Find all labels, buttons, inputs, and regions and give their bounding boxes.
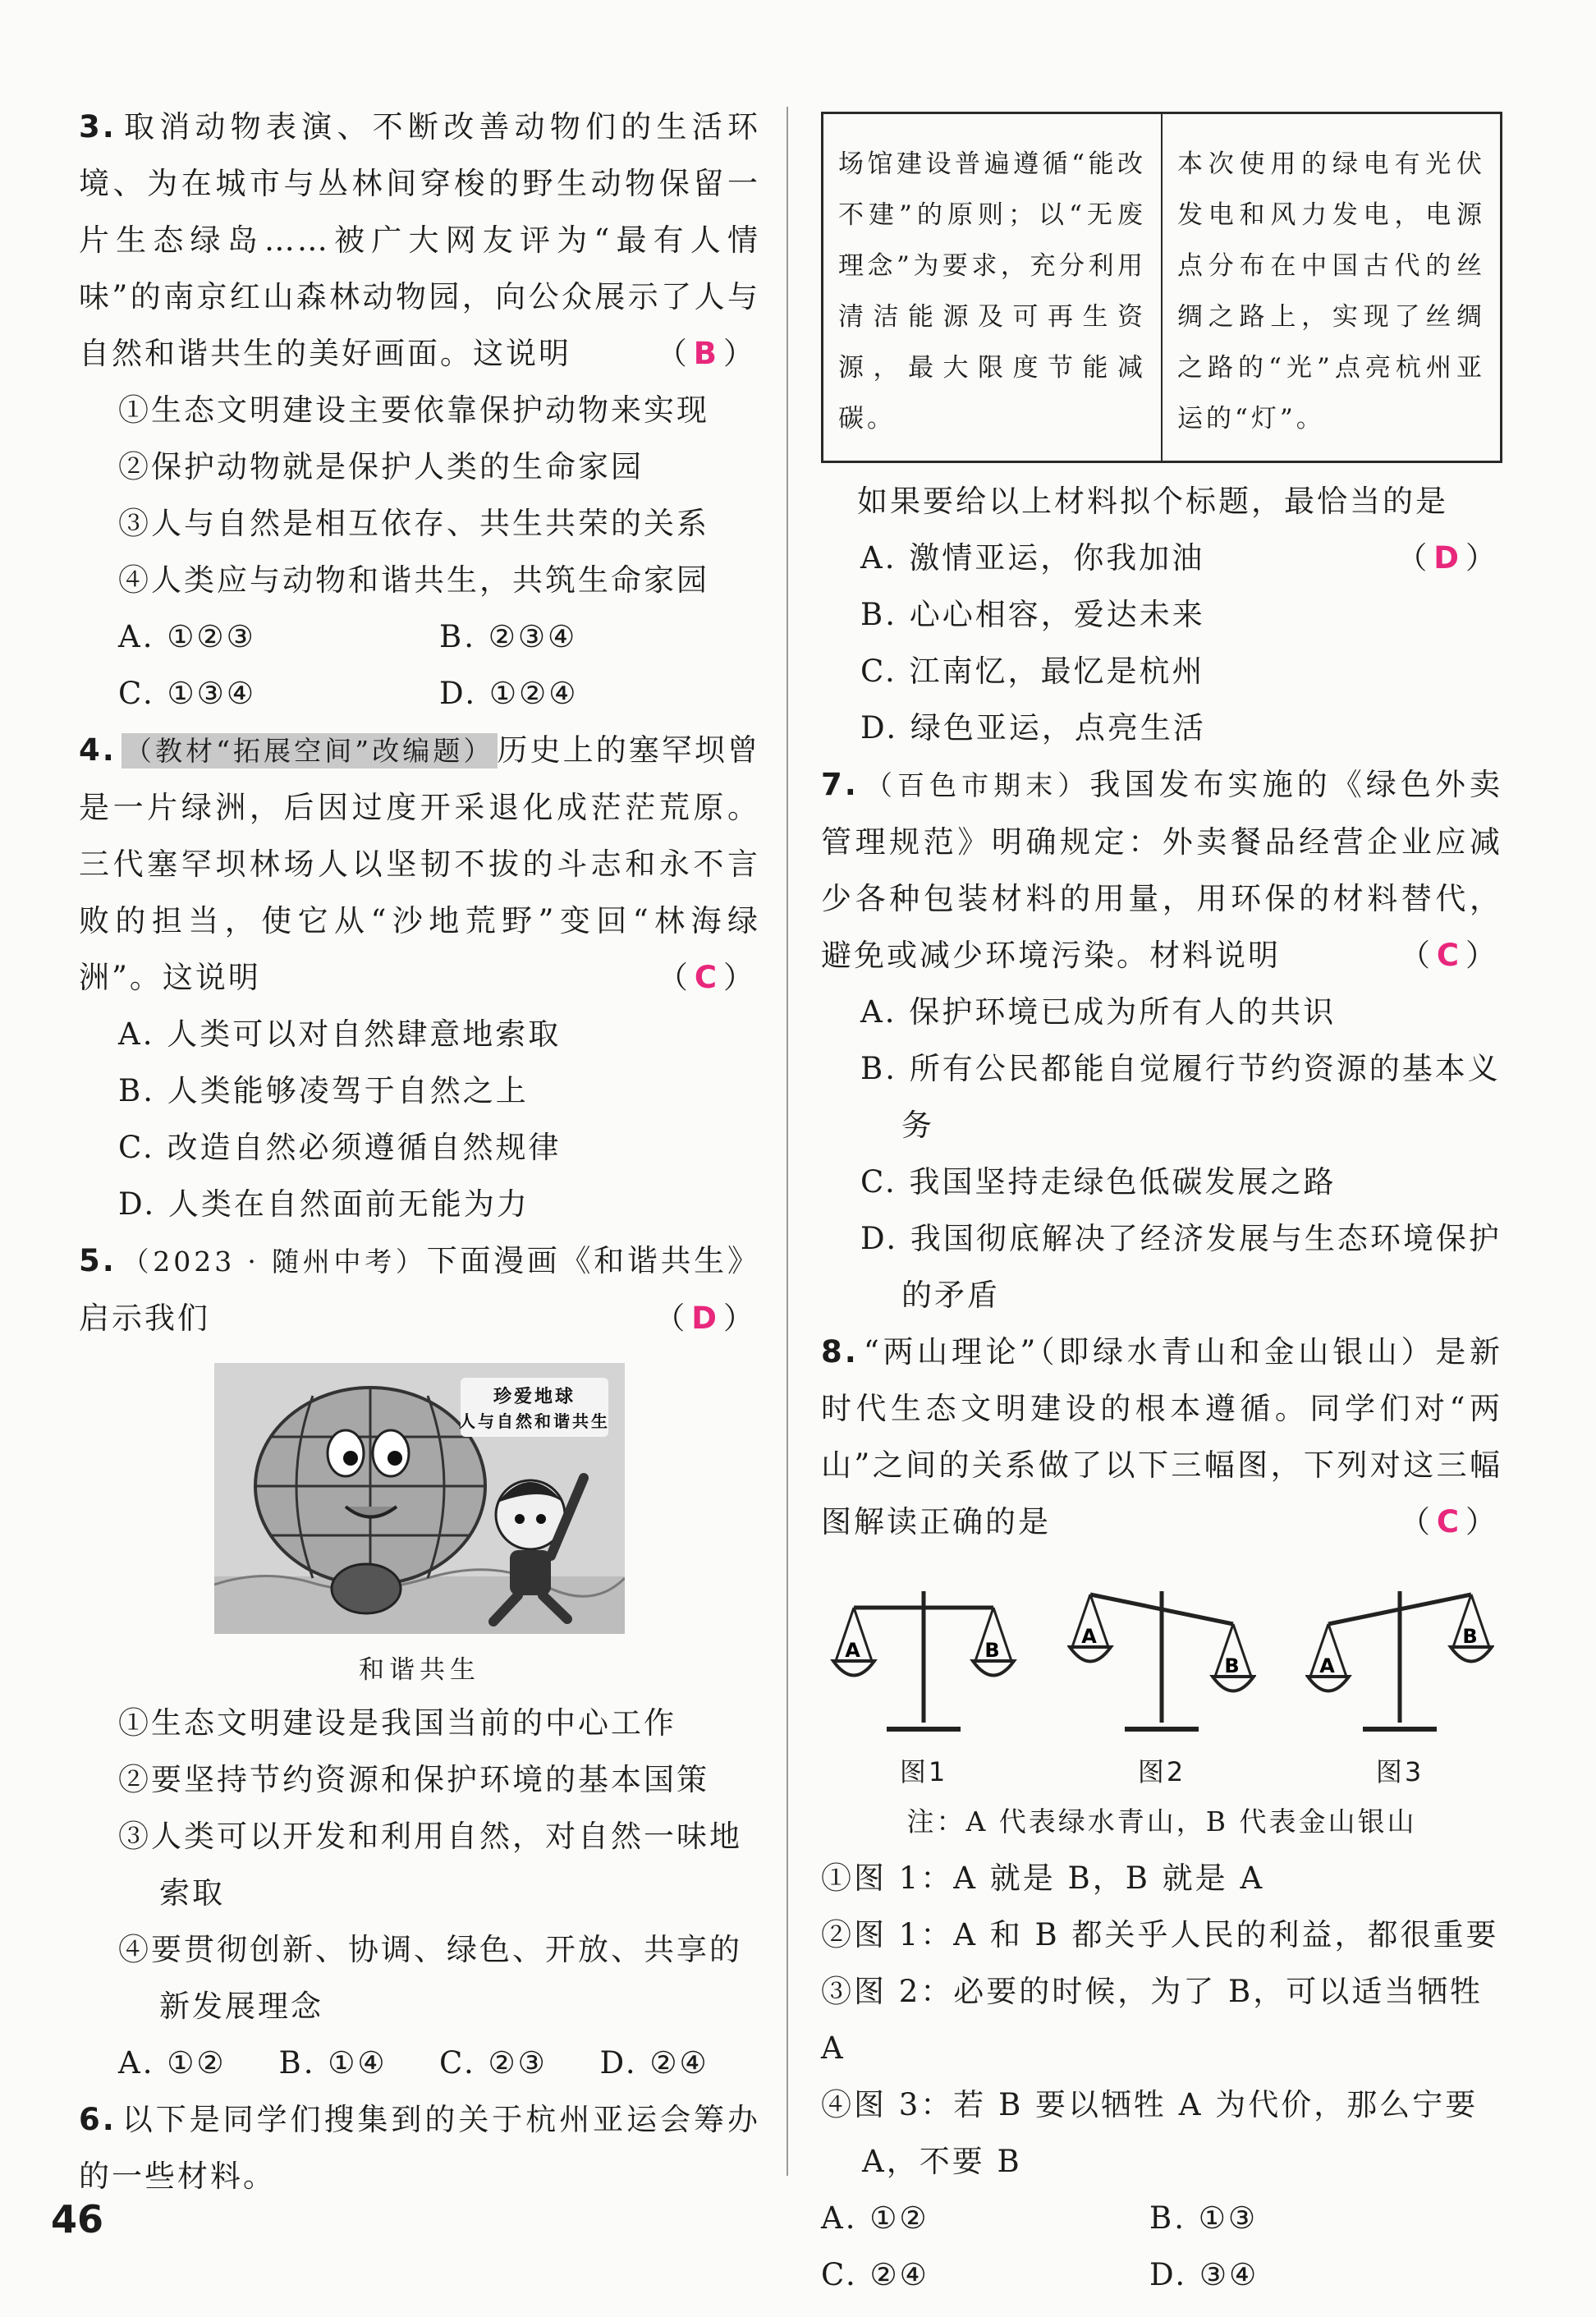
right-column xyxy=(821,112,1502,2303)
question-6-continued xyxy=(821,473,1502,756)
page-number: 46 xyxy=(51,2197,104,2241)
option-c: C. ②④ xyxy=(821,2257,929,2292)
option-row xyxy=(79,2035,760,2091)
answer-bracket: （C） xyxy=(1399,1504,1502,1539)
question-number: 6. xyxy=(79,2102,117,2137)
question-number: 8. xyxy=(821,1334,859,1370)
option-d: D. 人类在自然面前无能为力 xyxy=(118,1186,530,1222)
answer-bracket: （D） xyxy=(654,1301,760,1336)
answer-bracket: （C） xyxy=(1399,938,1502,973)
answer-bracket: （D） xyxy=(1396,540,1502,576)
question-number: 3. xyxy=(79,109,117,145)
question-6 xyxy=(79,2091,760,2205)
figure-label: 图1 xyxy=(899,1756,948,1787)
statement-item: ④要贯彻创新、协调、绿色、开放、共享的新发展理念 xyxy=(118,1932,742,2024)
material-left: 场馆建设普遍遵循“能改不建”的原则；以“无废理念”为要求，充分利用清洁能源及可再生资源，最大限度节能减碳。 xyxy=(838,149,1146,434)
option-b: B. 心心相容，爱达未来 xyxy=(860,597,1205,632)
question-stem xyxy=(821,756,1502,984)
statement-item: ①生态文明建设主要依靠保护动物来实现 xyxy=(118,392,709,428)
option-c: C. ②③ xyxy=(439,2045,548,2081)
statement-item: ②图 1：A 和 B 都关乎人民的利益，都很重要 xyxy=(821,1917,1499,1952)
question-stem xyxy=(79,722,760,1006)
question-3 xyxy=(79,99,760,722)
balance-figures xyxy=(821,1583,1502,1788)
option-d: D. 我国彻底解决了经济发展与生态环境保护的矛盾 xyxy=(860,1221,1502,1313)
question-number: 7. xyxy=(821,767,859,802)
answer-value: C xyxy=(694,960,723,995)
option-row xyxy=(821,2246,1502,2303)
question-4 xyxy=(79,722,760,1232)
option-b: B. 所有公民都能自觉履行节约资源的基本义务 xyxy=(860,1051,1501,1143)
balance-scale-icon xyxy=(1067,1583,1256,1739)
option-row xyxy=(79,665,760,722)
answer-bracket: （C） xyxy=(657,960,760,995)
question-stem xyxy=(79,99,760,382)
statement-item: ③人类可以开发和利用自然，对自然一味地索取 xyxy=(118,1819,742,1911)
cartoon-text-1: 珍爱地球 xyxy=(493,1387,576,1407)
pan-b-label: B xyxy=(984,1639,1002,1662)
option-b: B. ②③④ xyxy=(439,619,578,654)
question-number: 4. xyxy=(79,732,117,768)
option-a: A. ①②③ xyxy=(118,619,256,654)
option-d: D. ①②④ xyxy=(439,676,579,711)
left-column xyxy=(79,99,760,2205)
option-c: C. 改造自然必须遵循自然规律 xyxy=(118,1130,562,1165)
question-stem xyxy=(79,2091,760,2205)
material-right: 本次使用的绿电有光伏发电和风力发电，电源点分布在中国古代的丝绸之路上，实现了丝绸之路的“光”点亮杭州亚运的“灯”。 xyxy=(1161,114,1500,461)
option-c: C. 我国坚持走绿色低碳发展之路 xyxy=(860,1164,1337,1200)
balance-figure-3 xyxy=(1305,1583,1494,1788)
pan-a-label: A xyxy=(845,1639,863,1662)
question-stem xyxy=(821,1324,1502,1550)
answer-value: C xyxy=(1436,1504,1465,1539)
statement-item: ①图 1：A 就是 B，B 就是 A xyxy=(821,1860,1265,1896)
stem-text: “两山理论”（即绿水青山和金山银山）是新时代生态文明建设的根本遵循。同学们对“两山”之间的关系做了以下三幅图，下列对这三幅图解读正确的是 xyxy=(821,1334,1502,1539)
option-a: A. 人类可以对自然肆意地索取 xyxy=(118,1016,562,1052)
question-stem xyxy=(79,1232,760,1347)
question-source: （2023 · 随州中考） xyxy=(121,1246,427,1278)
pan-a-label: A xyxy=(1081,1625,1099,1648)
answer-value: B xyxy=(693,336,723,371)
answer-bracket: （B） xyxy=(656,336,760,371)
stem-text: 历史上的塞罕坝曾是一片绿洲，后因过度开采退化成茫茫荒原。三代塞罕坝林场人以坚韧不拔的斗志和永不言败的担当，使它从“沙地荒野”变回“林海绿洲”。这说明 xyxy=(79,732,760,995)
balance-scale-icon xyxy=(829,1583,1018,1739)
question-5 xyxy=(79,1232,760,2091)
prompt-text: 如果要给以上材料拟个标题，最恰当的是 xyxy=(857,484,1448,519)
pan-b-label: B xyxy=(1224,1654,1242,1677)
option-a: A. 激情亚运，你我加油 xyxy=(860,540,1205,576)
option-a: A. ①② xyxy=(118,2045,227,2081)
option-d: D. ③④ xyxy=(1149,2257,1259,2292)
cartoon-image xyxy=(214,1363,625,1634)
question-number: 5. xyxy=(79,1243,117,1278)
option-b: B. ①③ xyxy=(1149,2200,1259,2236)
column-divider xyxy=(787,107,788,2176)
option-c: C. 江南忆，最忆是杭州 xyxy=(860,654,1205,689)
question-8 xyxy=(821,1324,1502,2303)
balance-figure-2 xyxy=(1067,1583,1256,1788)
option-d: D. 绿色亚运，点亮生活 xyxy=(860,710,1206,746)
statement-item: ②保护动物就是保护人类的生命家园 xyxy=(118,449,644,484)
stem-text: 取消动物表演、不断改善动物们的生活环境、为在城市与丛林间穿梭的野生动物保留一片生态绿岛……被广大网友评为“最有人情味”的南京红山森林动物园，向公众展示了人与自然和谐共生的美好画面。这说明 xyxy=(79,109,760,371)
option-c: C. ①③④ xyxy=(118,676,257,711)
statement-item: ①生态文明建设是我国当前的中心工作 xyxy=(118,1705,676,1741)
figure-note: 注：A 代表绿水青山，B 代表金山银山 xyxy=(906,1805,1417,1838)
balance-figure-1 xyxy=(829,1583,1018,1788)
option-b: B. ①④ xyxy=(278,2045,388,2081)
option-row xyxy=(79,608,760,665)
stem-text: 下面漫画《和谐共生》启示我们 xyxy=(79,1243,761,1336)
cartoon-caption: 和谐共生 xyxy=(359,1655,480,1685)
answer-value: D xyxy=(691,1301,723,1336)
cartoon-illustration xyxy=(214,1363,625,1634)
option-row xyxy=(821,2190,1502,2246)
answer-value: D xyxy=(1433,540,1465,576)
option-d: D. ②④ xyxy=(599,2045,709,2081)
balance-scale-icon xyxy=(1305,1583,1494,1739)
figure-label: 图3 xyxy=(1375,1756,1424,1787)
pan-b-label: B xyxy=(1462,1625,1480,1648)
answer-value: C xyxy=(1436,938,1465,973)
figure-label: 图2 xyxy=(1137,1756,1186,1787)
statement-item: ②要坚持节约资源和保护环境的基本国策 xyxy=(118,1762,709,1797)
statement-item: ③图 2：必要的时候，为了 B，可以适当牺牲 A xyxy=(821,1974,1484,2066)
material-box xyxy=(821,112,1502,463)
option-a: A. 保护环境已成为所有人的共识 xyxy=(860,994,1337,1030)
option-b: B. 人类能够凌驾于自然之上 xyxy=(118,1073,529,1108)
stem-text: 以下是同学们搜集到的关于杭州亚运会筹办的一些材料。 xyxy=(79,2102,760,2194)
question-7 xyxy=(821,756,1502,1324)
question-source: （百色市期末） xyxy=(863,769,1090,801)
option-a: A. ①② xyxy=(821,2200,929,2236)
question-source: （教材“拓展空间”改编题） xyxy=(122,733,498,769)
cartoon-text-2: 人与自然和谐共生 xyxy=(459,1411,610,1431)
statement-item: ③人与自然是相互依存、共生共荣的关系 xyxy=(118,506,709,541)
pan-a-label: A xyxy=(1319,1654,1337,1677)
stem-text: 我国发布实施的《绿色外卖管理规范》明确规定：外卖餐品经营企业应减少各种包装材料的用量，用环保的材料替代，避免或减少环境污染。材料说明 xyxy=(821,767,1502,973)
statement-item: ④图 3：若 B 要以牺牲 A 为代价，那么宁要 A，不要 B xyxy=(821,2087,1479,2179)
statement-item: ④人类应与动物和谐共生，共筑生命家园 xyxy=(118,562,709,598)
